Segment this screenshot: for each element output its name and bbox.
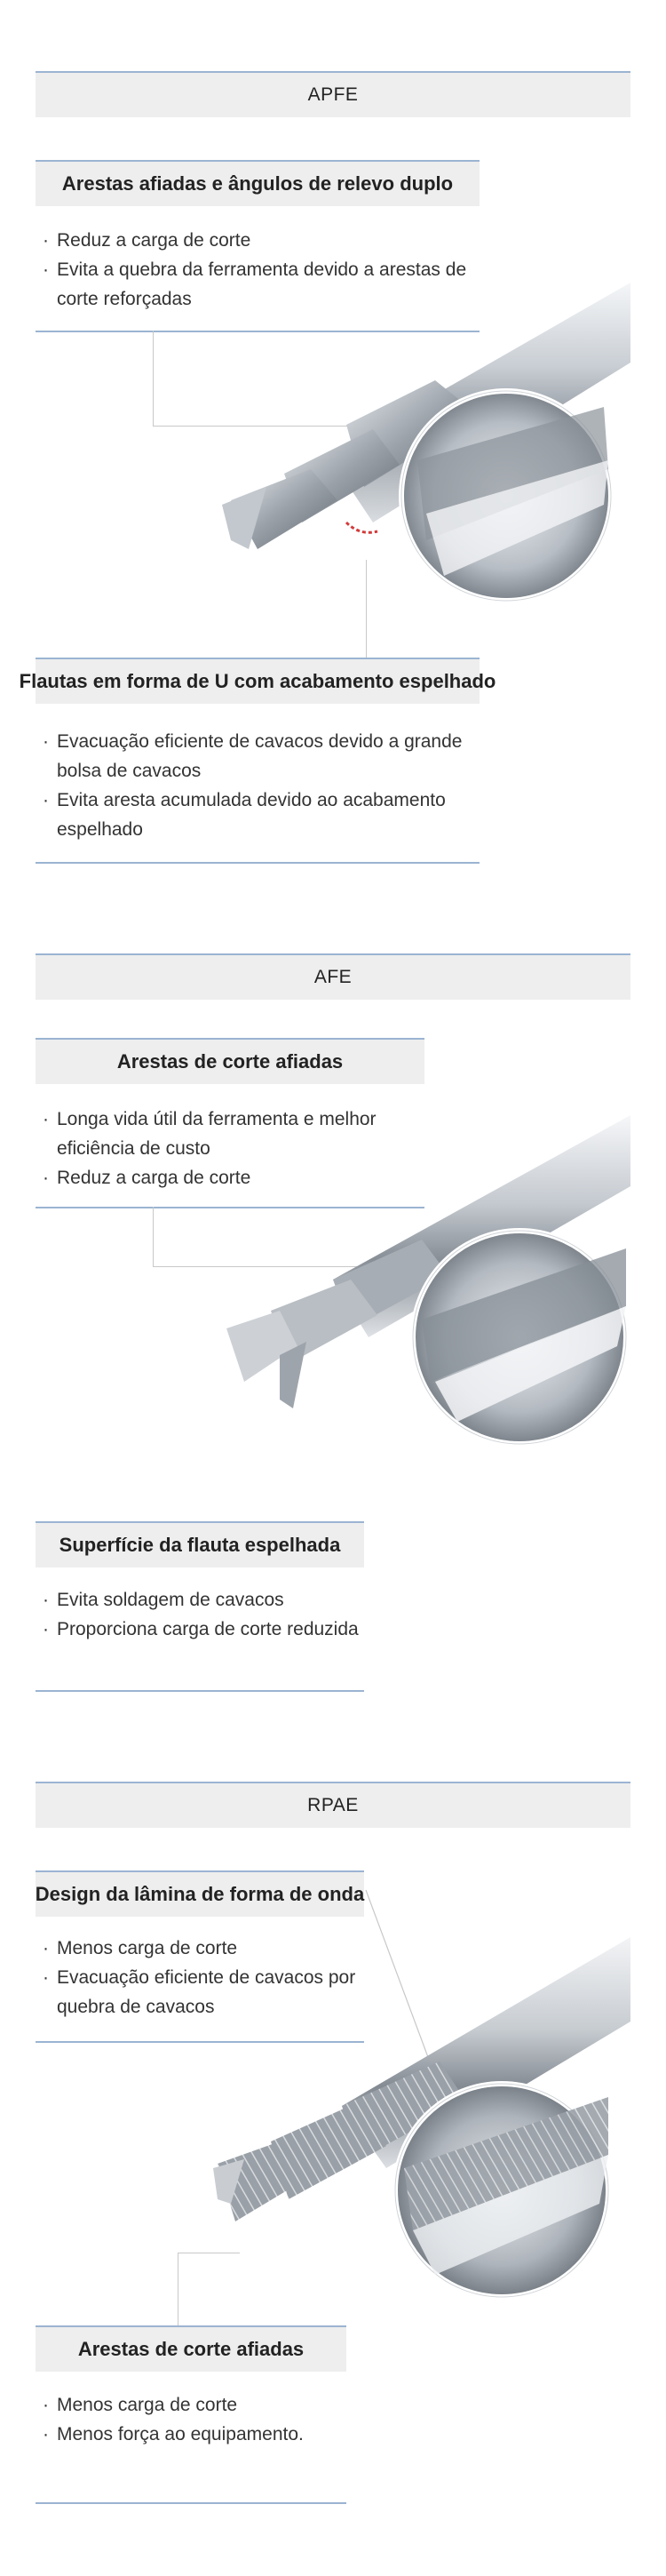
bullet-item: · Evita a quebra da ferramenta devido a arestas de corte reforçadas: [43, 255, 504, 314]
feature-title-sharp-edges-rpae: Arestas de corte afiadas: [36, 2325, 346, 2372]
section-header-apfe: APFE: [36, 71, 630, 117]
bullet-item: · Reduz a carga de corte: [43, 226, 504, 255]
bullet-item: · Proporciona carga de corte reduzida: [43, 1615, 362, 1644]
bullet-item: · Reduz a carga de corte: [43, 1163, 433, 1192]
leader-line: [153, 331, 154, 427]
divider: [36, 862, 480, 864]
feature-bullets-sharp-edges-rpae: [43, 2390, 362, 2449]
bullet-item: · Menos carga de corte: [43, 2390, 362, 2420]
divider: [36, 2502, 346, 2504]
afe-end-mill-image: [226, 1115, 630, 1466]
apfe-end-mill-image: [213, 283, 630, 620]
feature-title-sharp-cutting-edges: Arestas de corte afiadas: [36, 1038, 424, 1084]
leader-line: [153, 1207, 154, 1267]
feature-title-mirror-flute: Superfície da flauta espelhada: [36, 1521, 364, 1567]
bullet-item: · Evacuação eficiente de cavacos por quebra de cavacos: [43, 1963, 362, 2022]
feature-title-sharp-edges: Arestas afiadas e ângulos de relevo duplo: [36, 160, 480, 206]
feature-title-wave-blade: Design da lâmina de forma de onda: [36, 1870, 364, 1917]
bullet-item: · Menos carga de corte: [43, 1934, 362, 1963]
magnifier-circle-icon: [401, 391, 611, 601]
magnifier-circle-icon: [413, 1231, 626, 1444]
section-header-rpae: RPAE: [36, 1782, 630, 1828]
rpae-end-mill-image: [209, 1937, 630, 2310]
section-header-afe: AFE: [36, 953, 630, 1000]
bullet-item: · Evita soldagem de cavacos: [43, 1585, 362, 1615]
bullet-item: · Evita aresta acumulada devido ao acabamento espelhado: [43, 786, 487, 844]
feature-bullets-mirror-flute: [43, 1585, 362, 1644]
bullet-item: · Evacuação eficiente de cavacos devido a grande bolsa de cavacos: [43, 727, 487, 786]
magnifier-circle-icon: [395, 2084, 608, 2297]
bullet-item: · Menos força ao equipamento.: [43, 2420, 362, 2449]
edge-highlight: [346, 522, 377, 532]
divider: [36, 1690, 364, 1692]
feature-title-u-flutes: Flautas em forma de U com acabamento espelhado: [36, 658, 480, 704]
bullet-item: · Longa vida útil da ferramenta e melhor eficiência de custo: [43, 1105, 433, 1163]
feature-bullets-u-flutes: [43, 727, 487, 844]
